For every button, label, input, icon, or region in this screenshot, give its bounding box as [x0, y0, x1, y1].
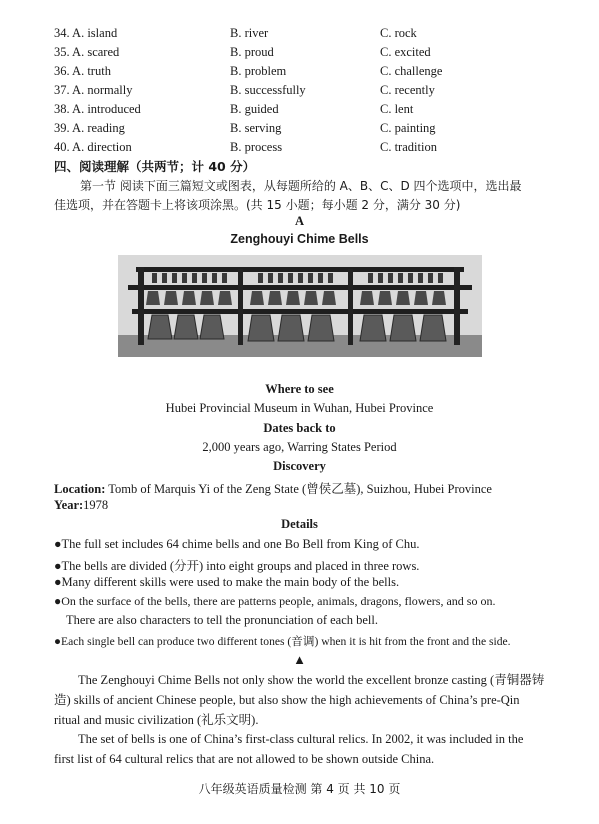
option-c: C. challenge — [380, 64, 443, 78]
option-a: 38. A. introduced — [54, 102, 141, 116]
detail-item: ●Each single bell can produce two different tones (音调) when it is hit from the front and the side. — [54, 635, 511, 648]
location-label: Location: — [54, 482, 106, 496]
option-b: B. serving — [230, 121, 282, 135]
option-row — [0, 64, 599, 83]
details-heading: Details — [281, 517, 318, 531]
option-b: B. problem — [230, 64, 287, 78]
detail-item: ●The full set includes 64 chime bells and one Bo Bell from King of Chu. — [54, 537, 420, 551]
section-heading: 四、阅读理解（共两节；计 40 分） — [54, 159, 256, 174]
dates-heading: Dates back to — [263, 421, 336, 435]
option-row — [0, 26, 599, 45]
option-b: B. river — [230, 26, 269, 40]
chime-bells-illustration — [118, 255, 482, 357]
option-a: 37. A. normally — [54, 83, 133, 97]
option-row — [0, 45, 599, 64]
option-a: 34. A. island — [54, 26, 118, 40]
detail-item: ●On the surface of the bells, there are patterns people, animals, dragons, flowers, and so on. — [54, 594, 496, 608]
option-a: 40. A. direction — [54, 140, 132, 154]
option-b: B. process — [230, 140, 283, 154]
section-intro-line-1: 第一节 阅读下面三篇短文或图表，从每题所给的 A、B、C、D 四个选项中，选出最 — [80, 179, 522, 193]
where-heading: Where to see — [265, 382, 334, 396]
option-b: B. successfully — [230, 83, 306, 97]
divider-triangle: ▲ — [293, 652, 306, 667]
option-c: C. excited — [380, 45, 431, 59]
detail-item-continued: There are also characters to tell the pronunciation of each bell. — [66, 613, 379, 627]
option-b: B. guided — [230, 102, 279, 116]
discovery-heading: Discovery — [273, 459, 326, 473]
option-a: 39. A. reading — [54, 121, 125, 135]
paragraph-2: The set of bells is one of China’s first-class cultural relics. In 2002, it was included in the first list of 64 cultural relics that are not allowed to be shown outside China. — [54, 732, 524, 766]
page-footer: 八年级英语质量检测 第 4 页 共 10 页 — [198, 782, 401, 796]
option-c: C. tradition — [380, 140, 437, 154]
detail-item: ●Many different skills were used to make the main body of the bells. — [54, 575, 400, 589]
detail-item: ●The bells are divided (分开) into eight groups and placed in three rows. — [54, 559, 420, 573]
year-text: 1978 — [83, 498, 109, 512]
dates-text: 2,000 years ago, Warring States Period — [202, 440, 397, 454]
option-c: C. lent — [380, 102, 414, 116]
option-c: C. painting — [380, 121, 436, 135]
section-intro-line-2: 佳选项，并在答题卡上将该项涂黑。(共 15 小题；每小题 2 分，满分 30 分) — [54, 198, 461, 212]
option-c: C. rock — [380, 26, 417, 40]
option-row — [0, 83, 599, 102]
passage-letter: A — [294, 214, 305, 228]
year-label: Year: — [54, 498, 84, 512]
year-line — [54, 498, 108, 513]
option-c: C. recently — [380, 83, 435, 97]
paragraph-1: The Zenghouyi Chime Bells not only show the world the excellent bronze casting (青铜器铸造) skills of ancient Chinese people, but also show the high achievements of China’s pre-Qin ritual and music civilization (礼乐文明). — [54, 673, 545, 727]
option-a: 35. A. scared — [54, 45, 120, 59]
location-text: Tomb of Marquis Yi of the Zeng State (曾侯乙墓), Suizhou, Hubei Province — [105, 482, 492, 496]
passage-title: Zenghouyi Chime Bells — [230, 232, 369, 246]
where-text: Hubei Provincial Museum in Wuhan, Hubei Province — [165, 401, 434, 415]
option-row — [0, 121, 599, 140]
option-a: 36. A. truth — [54, 64, 111, 78]
location-line — [54, 479, 492, 497]
option-b: B. proud — [230, 45, 274, 59]
option-row — [0, 102, 599, 121]
chime-bells-photo — [118, 255, 482, 357]
